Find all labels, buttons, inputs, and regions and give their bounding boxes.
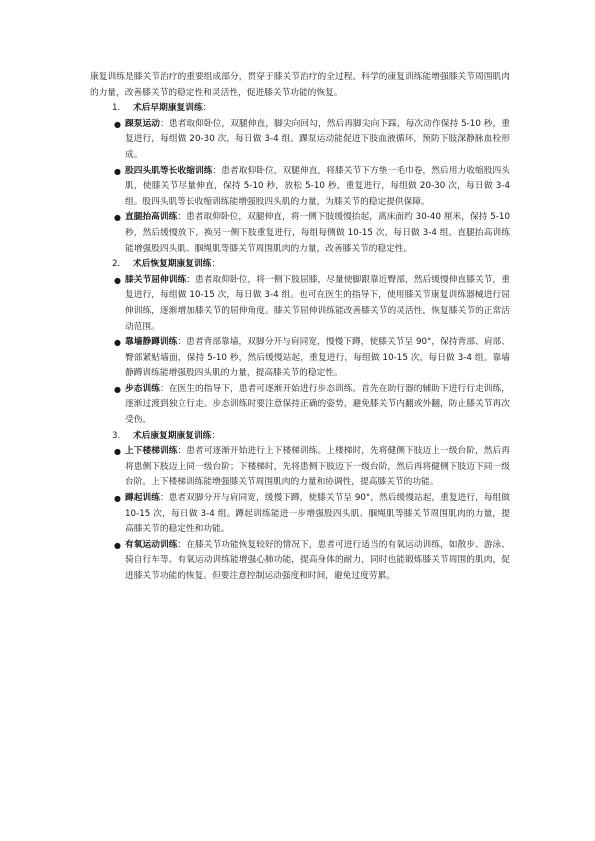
phase-title: 术后康复期康复训练 — [133, 430, 212, 441]
phase-title: 术后早期康复训练 — [133, 103, 203, 114]
phase-number: 2. — [112, 259, 121, 270]
training-name: 膝关节屈伸训练 — [125, 274, 187, 285]
bullet-icon: ● — [114, 384, 122, 394]
training-description: ：在医生的指导下，患者可逐渐开始进行步态训练。首先在助行器的辅助下进行行走训练，逐渐过渡到独立行走。步态训练时要注意保持正确的姿势，避免膝关节内翻或外翻，防止膝关节再次受伤。 — [125, 383, 510, 426]
bullet-icon: ● — [114, 166, 122, 176]
training-name: 靠墙静蹲训练 — [125, 337, 178, 348]
training-name: 步态训练 — [125, 383, 161, 394]
bullet-icon: ● — [114, 447, 122, 457]
phase-heading — [90, 257, 510, 273]
training-item — [90, 335, 510, 382]
training-item — [90, 538, 510, 585]
training-description: ：患者可逐渐开始进行上下楼梯训练。上楼梯时，先将健侧下肢迈上一级台阶，然后再将患侧下肢迈上同一级台阶；下楼梯时，先将患侧下肢迈下一级台阶，然后再将健侧下肢迈下同一级台阶。上下楼梯训练能增强膝关节周围肌肉的力量和协调性，提高膝关节的功能。 — [125, 446, 511, 488]
phase-colon: ： — [202, 103, 212, 114]
bullet-icon: ● — [114, 213, 122, 223]
training-name: 股四头肌等长收缩训练 — [125, 165, 213, 176]
training-description: ：患者取仰卧位，将一侧下肢屈膝，尽量使脚跟靠近臀部，然后缓慢伸直膝关节，重复进行，每组做 10-15 次，每日做 3-4 组。也可在医生的指导下，使用膝关节康复训练器械进行屈伸训练，逐渐增加膝关节的屈伸角度。膝关节屈伸训练能改善膝关节的灵活性，恢复膝关节的正常活动范围。 — [125, 274, 510, 332]
training-description: ：患者背部靠墙，双脚分开与肩同宽，慢慢下蹲，使膝关节呈 90°，保持背部、肩部、臀部紧贴墙面，保持 5-10 秒，然后缓慢站起，重复进行，每组做 10-15 次，每日做 3-4 组。靠墙静蹲训练能增强股四头肌的力量，提高膝关节的稳定性。 — [125, 337, 510, 379]
phase-colon: ： — [211, 259, 221, 270]
training-name: 直腿抬高训练 — [125, 212, 178, 223]
training-list — [90, 117, 510, 257]
phase-heading — [90, 429, 510, 445]
phase-heading — [90, 101, 510, 117]
phase-title: 术后恢复期康复训练 — [133, 259, 212, 270]
training-item — [90, 491, 510, 538]
bullet-icon: ● — [114, 275, 122, 285]
phase-number: 1. — [112, 103, 121, 114]
phase-section — [90, 257, 510, 429]
intro-paragraph: 康复训练是膝关节治疗的重要组成部分，贯穿于膝关节治疗的全过程。科学的康复训练能增强膝关节周围肌肉的力量，改善膝关节的稳定性和灵活性，促进膝关节功能的恢复。 — [90, 72, 510, 98]
training-name: 踝泵运动 — [125, 118, 161, 129]
training-item — [90, 444, 510, 491]
training-item — [90, 210, 510, 257]
bullet-icon: ● — [114, 338, 122, 348]
phase-section — [90, 101, 510, 257]
training-item — [90, 382, 510, 429]
document-page — [90, 70, 510, 585]
training-description: ：在膝关节功能恢复较好的情况下，患者可进行适当的有氧运动训练，如散步、游泳、骑自行车等。有氧运动训练能增强心肺功能，提高身体的耐力，同时也能锻炼膝关节周围的肌肉，促进膝关节功能的恢复。但要注意控制运动强度和时间，避免过度劳累。 — [125, 539, 511, 581]
bullet-icon: ● — [114, 494, 122, 504]
training-name: 有氧运动训练 — [125, 539, 178, 550]
training-description: ：患者取仰卧位，双腿伸直，脚尖向回勾，然后再脚尖向下踩，每次动作保持 5-10 秒，重复进行，每组做 20-30 次，每日做 3-4 组。踝泵运动能促进下肢血液循环，预防下肢深静脉血栓形成。 — [125, 118, 510, 160]
training-description: ：患者双脚分开与肩同宽，缓慢下蹲，使膝关节呈 90°，然后缓慢站起，重复进行，每组做 10-15 次，每日做 3-4 组。蹲起训练能进一步增强股四头肌、腘绳肌等膝关节周围肌肉的力量，提高膝关节的稳定性和功能。 — [125, 493, 510, 535]
training-list — [90, 444, 510, 584]
phase-colon: ： — [211, 430, 221, 441]
training-item — [90, 273, 510, 335]
bullet-icon: ● — [114, 540, 122, 550]
phase-number: 3. — [112, 430, 121, 441]
training-description: ：患者取仰卧位，双腿伸直，将膝关节下方垫一毛巾卷，然后用力收缩股四头肌，使膝关节尽量伸直，保持 5-10 秒，放松 5-10 秒，重复进行，每组做 20-30 次，每日做 3-4 组。股四头肌等长收缩训练能增强股四头肌的力量，为膝关节的稳定提供保障。 — [125, 165, 510, 207]
training-name: 蹲起训练 — [125, 493, 160, 504]
phase-list — [90, 101, 510, 584]
bullet-icon: ● — [114, 119, 122, 129]
training-item — [90, 164, 510, 211]
training-description: ：患者取仰卧位，双腿伸直，将一侧下肢缓慢抬起，离床面约 30-40 厘米，保持 5-10 秒，然后缓慢放下，换另一侧下肢重复进行，每组每侧做 10-15 次，每日做 3-4 组。直腿抬高训练能增强股四头肌、腘绳肌等膝关节周围肌肉的力量，改善膝关节的稳定性。 — [125, 212, 511, 254]
phase-section — [90, 429, 510, 585]
training-list — [90, 273, 510, 429]
training-name: 上下楼梯训练 — [125, 446, 178, 457]
training-item — [90, 117, 510, 164]
